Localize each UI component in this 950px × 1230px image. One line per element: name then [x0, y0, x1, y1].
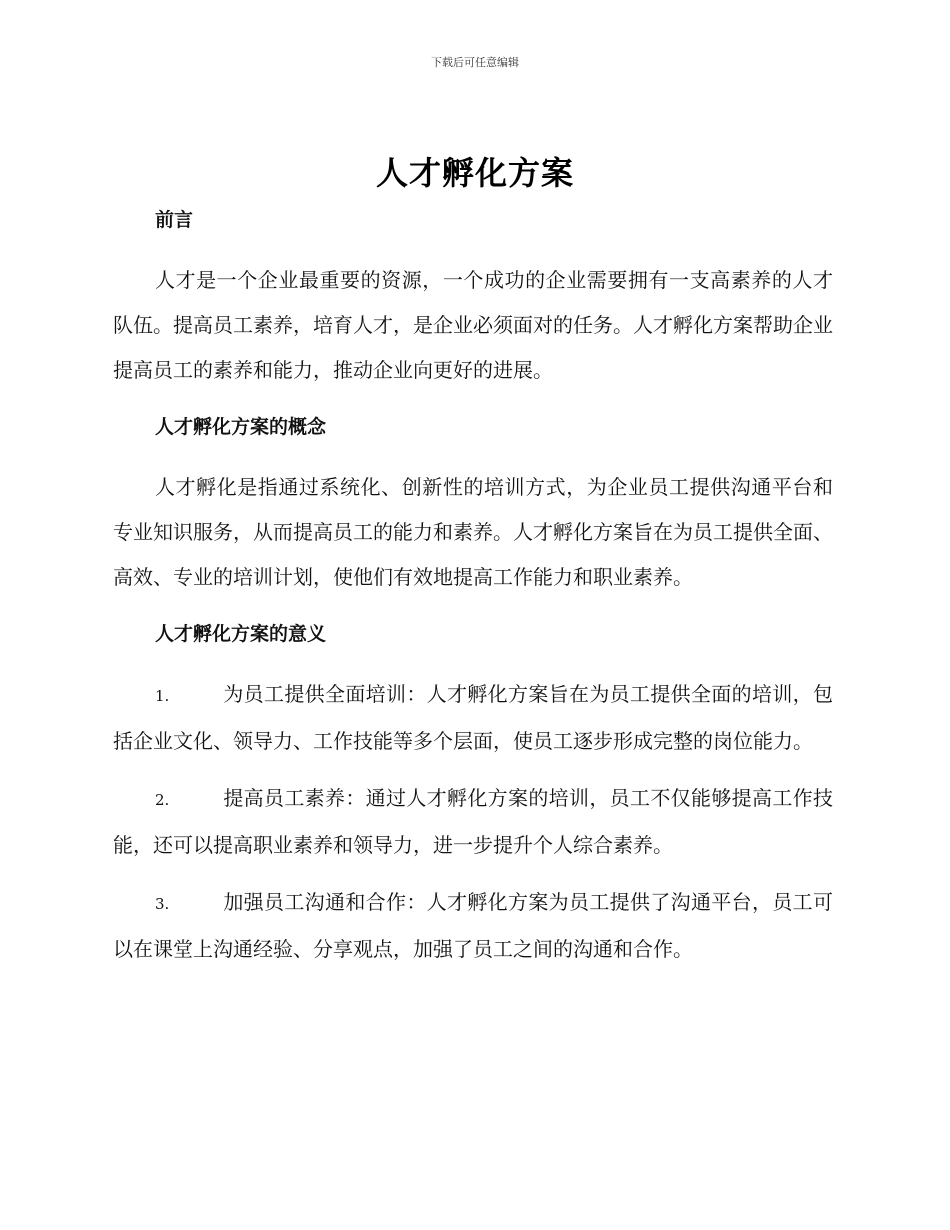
- preface-paragraph: 人才是一个企业最重要的资源，一个成功的企业需要拥有一支高素养的人才队伍。提高员工素养，培育人才，是企业必须面对的任务。人才孵化方案帮助企业提高员工的素养和能力，推动企业向更好的进展。: [113, 268, 833, 382]
- list-item: [113, 776, 833, 868]
- list-item-text: 提高员工素养：通过人才孵化方案的培训，员工不仅能够提高工作技能，还可以提高职业素养和领导力，进一步提升个人综合素养。: [113, 786, 833, 857]
- list-number: 1.: [155, 687, 170, 705]
- list-number: 2.: [155, 791, 170, 809]
- list-item: [113, 880, 833, 972]
- document-title: 人才孵化方案: [375, 154, 574, 192]
- header-note: 下载后可任意编辑: [431, 56, 519, 69]
- section-heading-significance: 人才孵化方案的意义: [155, 623, 327, 645]
- section-heading-preface: 前言: [155, 209, 194, 231]
- list-item: [113, 672, 833, 764]
- list-item-text: 加强员工沟通和合作：人才孵化方案为员工提供了沟通平台，员工可以在课堂上沟通经验、分享观点，加强了员工之间的沟通和合作。: [113, 890, 833, 961]
- list-number: 3.: [155, 895, 170, 913]
- section-heading-concept: 人才孵化方案的概念: [155, 416, 327, 438]
- concept-paragraph: 人才孵化是指通过系统化、创新性的培训方式，为企业员工提供沟通平台和专业知识服务，从而提高员工的能力和素养。人才孵化方案旨在为员工提供全面、高效、专业的培训计划，使他们有效地提高工作能力和职业素养。: [113, 475, 833, 589]
- list-item-text: 为员工提供全面培训：人才孵化方案旨在为员工提供全面的培训，包括企业文化、领导力、工作技能等多个层面，使员工逐步形成完整的岗位能力。: [113, 682, 833, 753]
- document-body: [113, 204, 833, 972]
